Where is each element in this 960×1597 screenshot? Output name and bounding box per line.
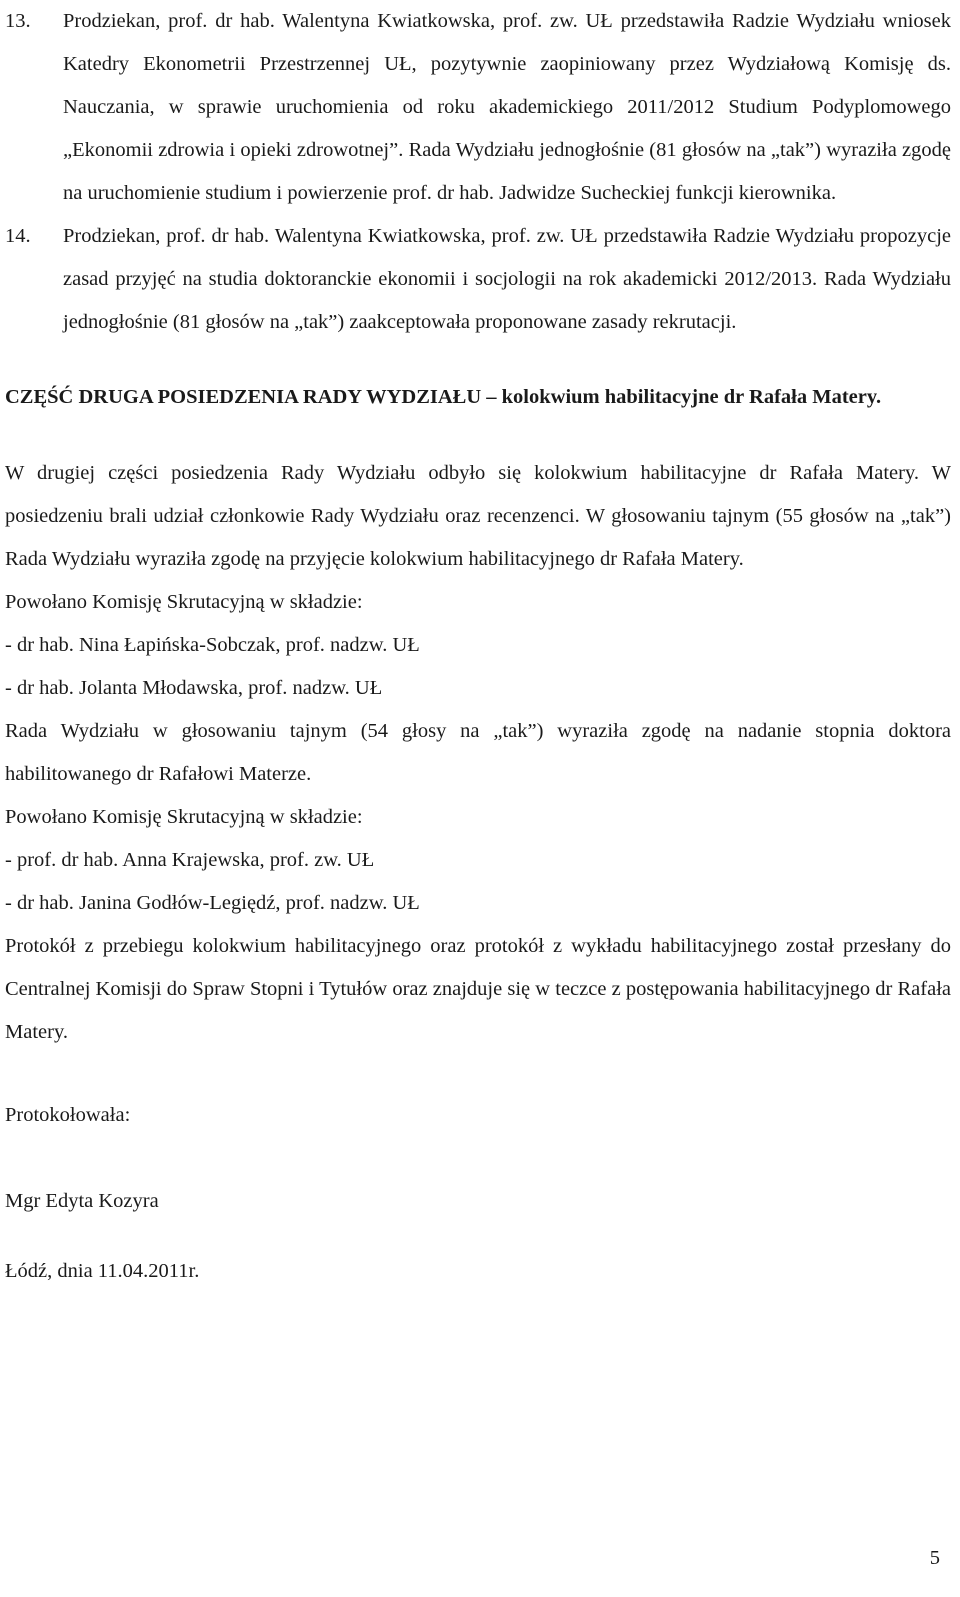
- item-text: Prodziekan, prof. dr hab. Walentyna Kwiatkowska, prof. zw. UŁ przedstawiła Radzie Wydziału propozycje zasad przyjęć na studia doktoranckie ekonomii i socjologii na rok akademicki 2012/2013. Rada Wydziału jednogłośnie (81 głosów na „tak”) zaakceptowała proponowane zasady rekrutacji.: [63, 225, 951, 333]
- item-text: Prodziekan, prof. dr hab. Walentyna Kwiatkowska, prof. zw. UŁ przedstawiła Radzie Wydziału wniosek Katedry Ekonometrii Przestrzennej UŁ, pozytywnie zaopiniowany przez Wydziałową Komisję ds. Nauczania, w sprawie uruchomienia od roku akademickiego 2011/2012 Studium Podyplomowego „Ekonomii zdrowia i opieki zdrowotnej”. Rada Wydziału jednogłośnie (81 głosów na „tak”) wyraziła zgodę na uruchomienie studium i powierzenie prof. dr hab. Jadwidze Sucheckiej funkcji kierownika.: [63, 10, 951, 204]
- signoff-date: Łódź, dnia 11.04.2011r.: [5, 1260, 200, 1282]
- commission-member: - prof. dr hab. Anna Krajewska, prof. zw. UŁ: [5, 849, 375, 871]
- commission-member: - dr hab. Janina Godłów-Legiędź, prof. nadzw. UŁ: [5, 892, 420, 914]
- commission-member: - dr hab. Jolanta Młodawska, prof. nadzw. UŁ: [5, 677, 383, 699]
- intro-paragraph: W drugiej części posiedzenia Rady Wydziału odbyło się kolokwium habilitacyjne dr Rafała Matery. W posiedzeniu brali udział członkowie Rady Wydziału oraz recenzenci. W głosowaniu tajnym (55 głosów na „tak”) Rada Wydziału wyraziła zgodę na przyjęcie kolokwium habilitacyjnego dr Rafała Matery.: [5, 462, 951, 570]
- vote-paragraph: Rada Wydziału w głosowaniu tajnym (54 głosy na „tak”) wyraziła zgodę na nadanie stopnia doktora habilitowanego dr Rafałowi Materze.: [5, 720, 951, 785]
- commission-label: Powołano Komisję Skrutacyjną w składzie:: [5, 591, 363, 613]
- commission-label: Powołano Komisję Skrutacyjną w składzie:: [5, 806, 363, 828]
- signoff-name: Mgr Edyta Kozyra: [5, 1190, 159, 1212]
- agenda-item-14: [5, 215, 951, 344]
- document-page: [5, 0, 951, 1293]
- body-section: [5, 452, 951, 1054]
- agenda-item-13: [5, 0, 951, 215]
- protocol-paragraph: Protokół z przebiegu kolokwium habilitacyjnego oraz protokół z wykładu habilitacyjnego został przesłany do Centralnej Komisji do Spraw Stopni i Tytułów oraz znajduje się w teczce z postępowania habilitacyjnego dr Rafała Matery.: [5, 935, 951, 1043]
- signoff-label: Protokołowała:: [5, 1104, 131, 1126]
- section-heading: CZĘŚĆ DRUGA POSIEDZENIA RADY WYDZIAŁU – kolokwium habilitacyjne dr Rafała Matery.: [5, 386, 882, 408]
- item-number: 14.: [5, 225, 31, 247]
- item-number: 13.: [5, 10, 31, 32]
- commission-member: - dr hab. Nina Łapińska-Sobczak, prof. nadzw. UŁ: [5, 634, 420, 656]
- page-number: 5: [929, 1547, 940, 1569]
